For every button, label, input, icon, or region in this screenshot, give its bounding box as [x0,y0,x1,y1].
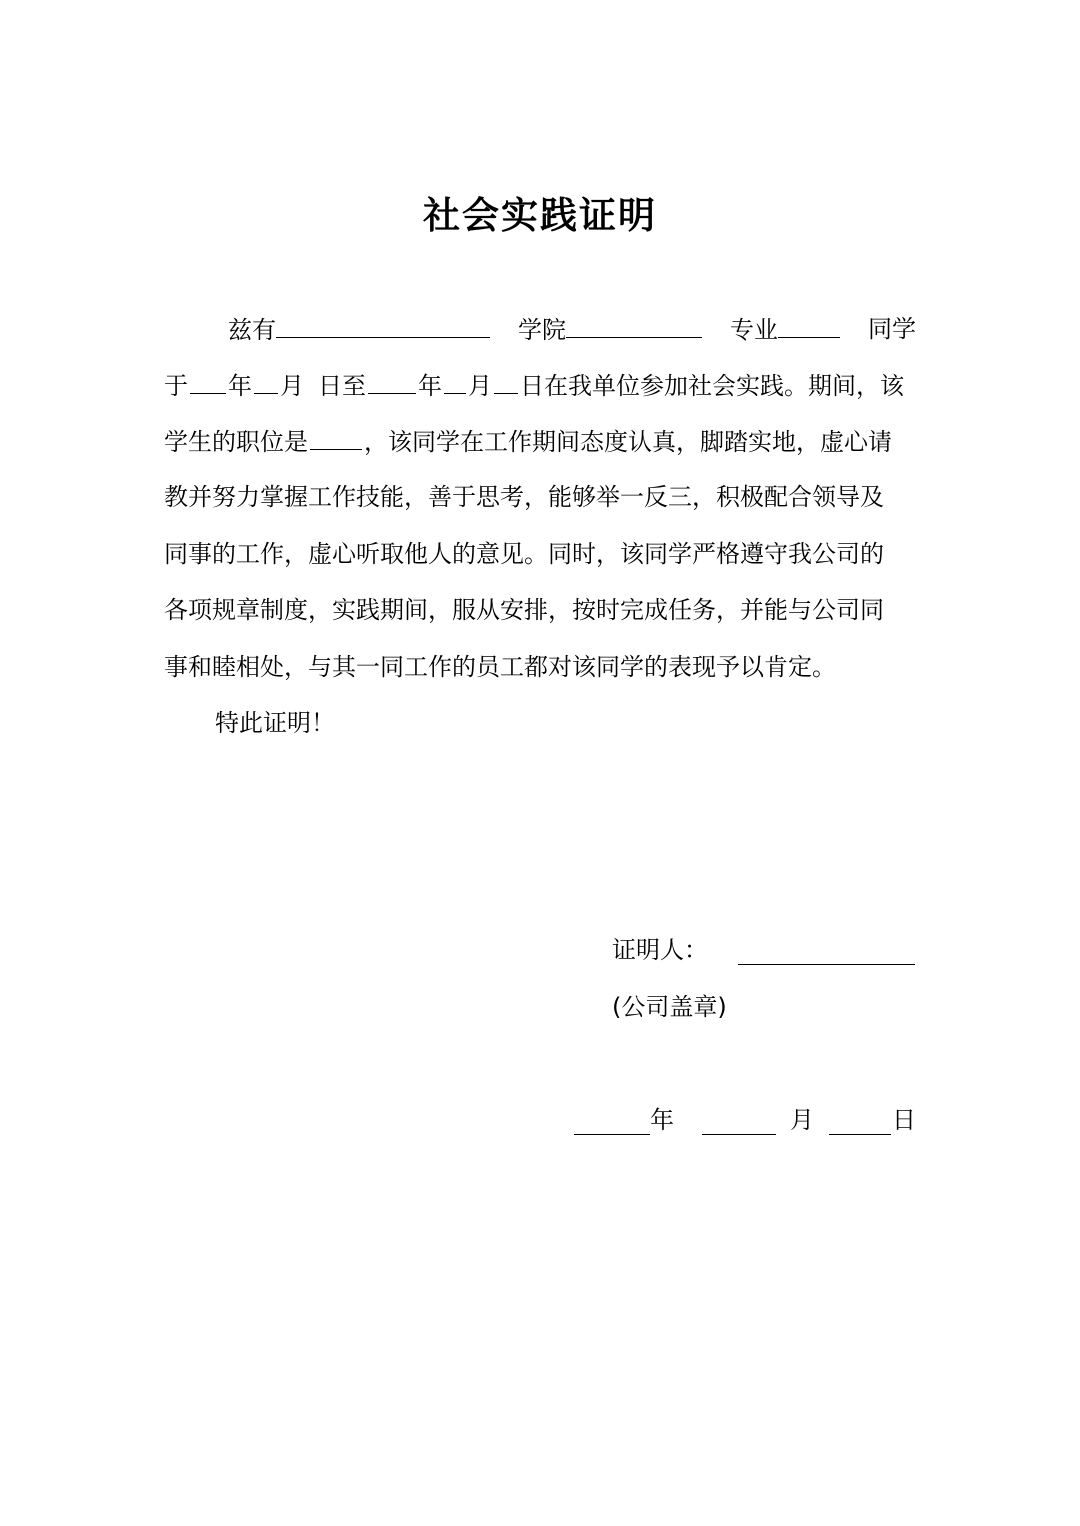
month-text: 月 [280,372,304,400]
major-label: 专业 [730,316,778,344]
year-text: 年 [228,372,252,400]
end-day-blank[interactable] [494,369,518,394]
college-label: 学院 [518,316,566,344]
year-text: 年 [418,372,442,400]
month-text: 月 [468,372,492,400]
body-line-5: 同事的工作，虚心听取他人的意见。同时，该同学严格遵守我公司的 [164,540,884,568]
start-month-blank[interactable] [254,369,278,394]
body-line-3 [164,425,916,458]
certifier-blank[interactable] [738,934,915,965]
intro-text: 兹有 [228,316,276,344]
line3-rest-text: ，该同学在工作期间态度认真，脚踏实地，虚心请 [364,428,892,456]
student-label: 同学 [868,315,916,343]
closing-text: 特此证明！ [215,709,335,737]
document-title: 社会实践证明 [423,194,657,237]
position-label: 学生的职位是 [164,428,308,456]
sign-month-blank[interactable] [702,1106,776,1135]
at-text: 于 [164,372,188,400]
major-blank[interactable] [778,313,840,338]
sign-month-label: 月 [790,1106,814,1134]
body-line-2 [164,369,916,402]
name-blank[interactable] [276,313,490,338]
day-to-text: 日至 [318,372,366,400]
end-month-blank[interactable] [444,369,466,394]
start-year-blank[interactable] [190,369,226,394]
body-line-1 [164,313,916,346]
body-line-7: 事和睦相处，与其一同工作的员工都对该同学的表现予以肯定。 [164,653,836,681]
sign-year-blank[interactable] [574,1106,650,1135]
end-year-blank[interactable] [368,369,416,394]
body-line-4: 教并努力掌握工作技能，善于思考，能够举一反三，积极配合领导及 [164,483,884,511]
seal-label: (公司盖章) [612,993,727,1021]
sign-day-label: 日 [892,1106,916,1134]
body-line-6: 各项规章制度，实践期间，服从安排，按时完成任务，并能与公司同 [164,596,884,624]
certifier-label: 证明人： [612,936,708,964]
sign-day-blank[interactable] [829,1106,891,1135]
college-blank[interactable] [566,313,702,338]
sign-year-label: 年 [650,1106,674,1134]
line2-rest-text: 日在我单位参加社会实践。期间，该 [520,372,904,400]
position-blank[interactable] [310,425,362,450]
